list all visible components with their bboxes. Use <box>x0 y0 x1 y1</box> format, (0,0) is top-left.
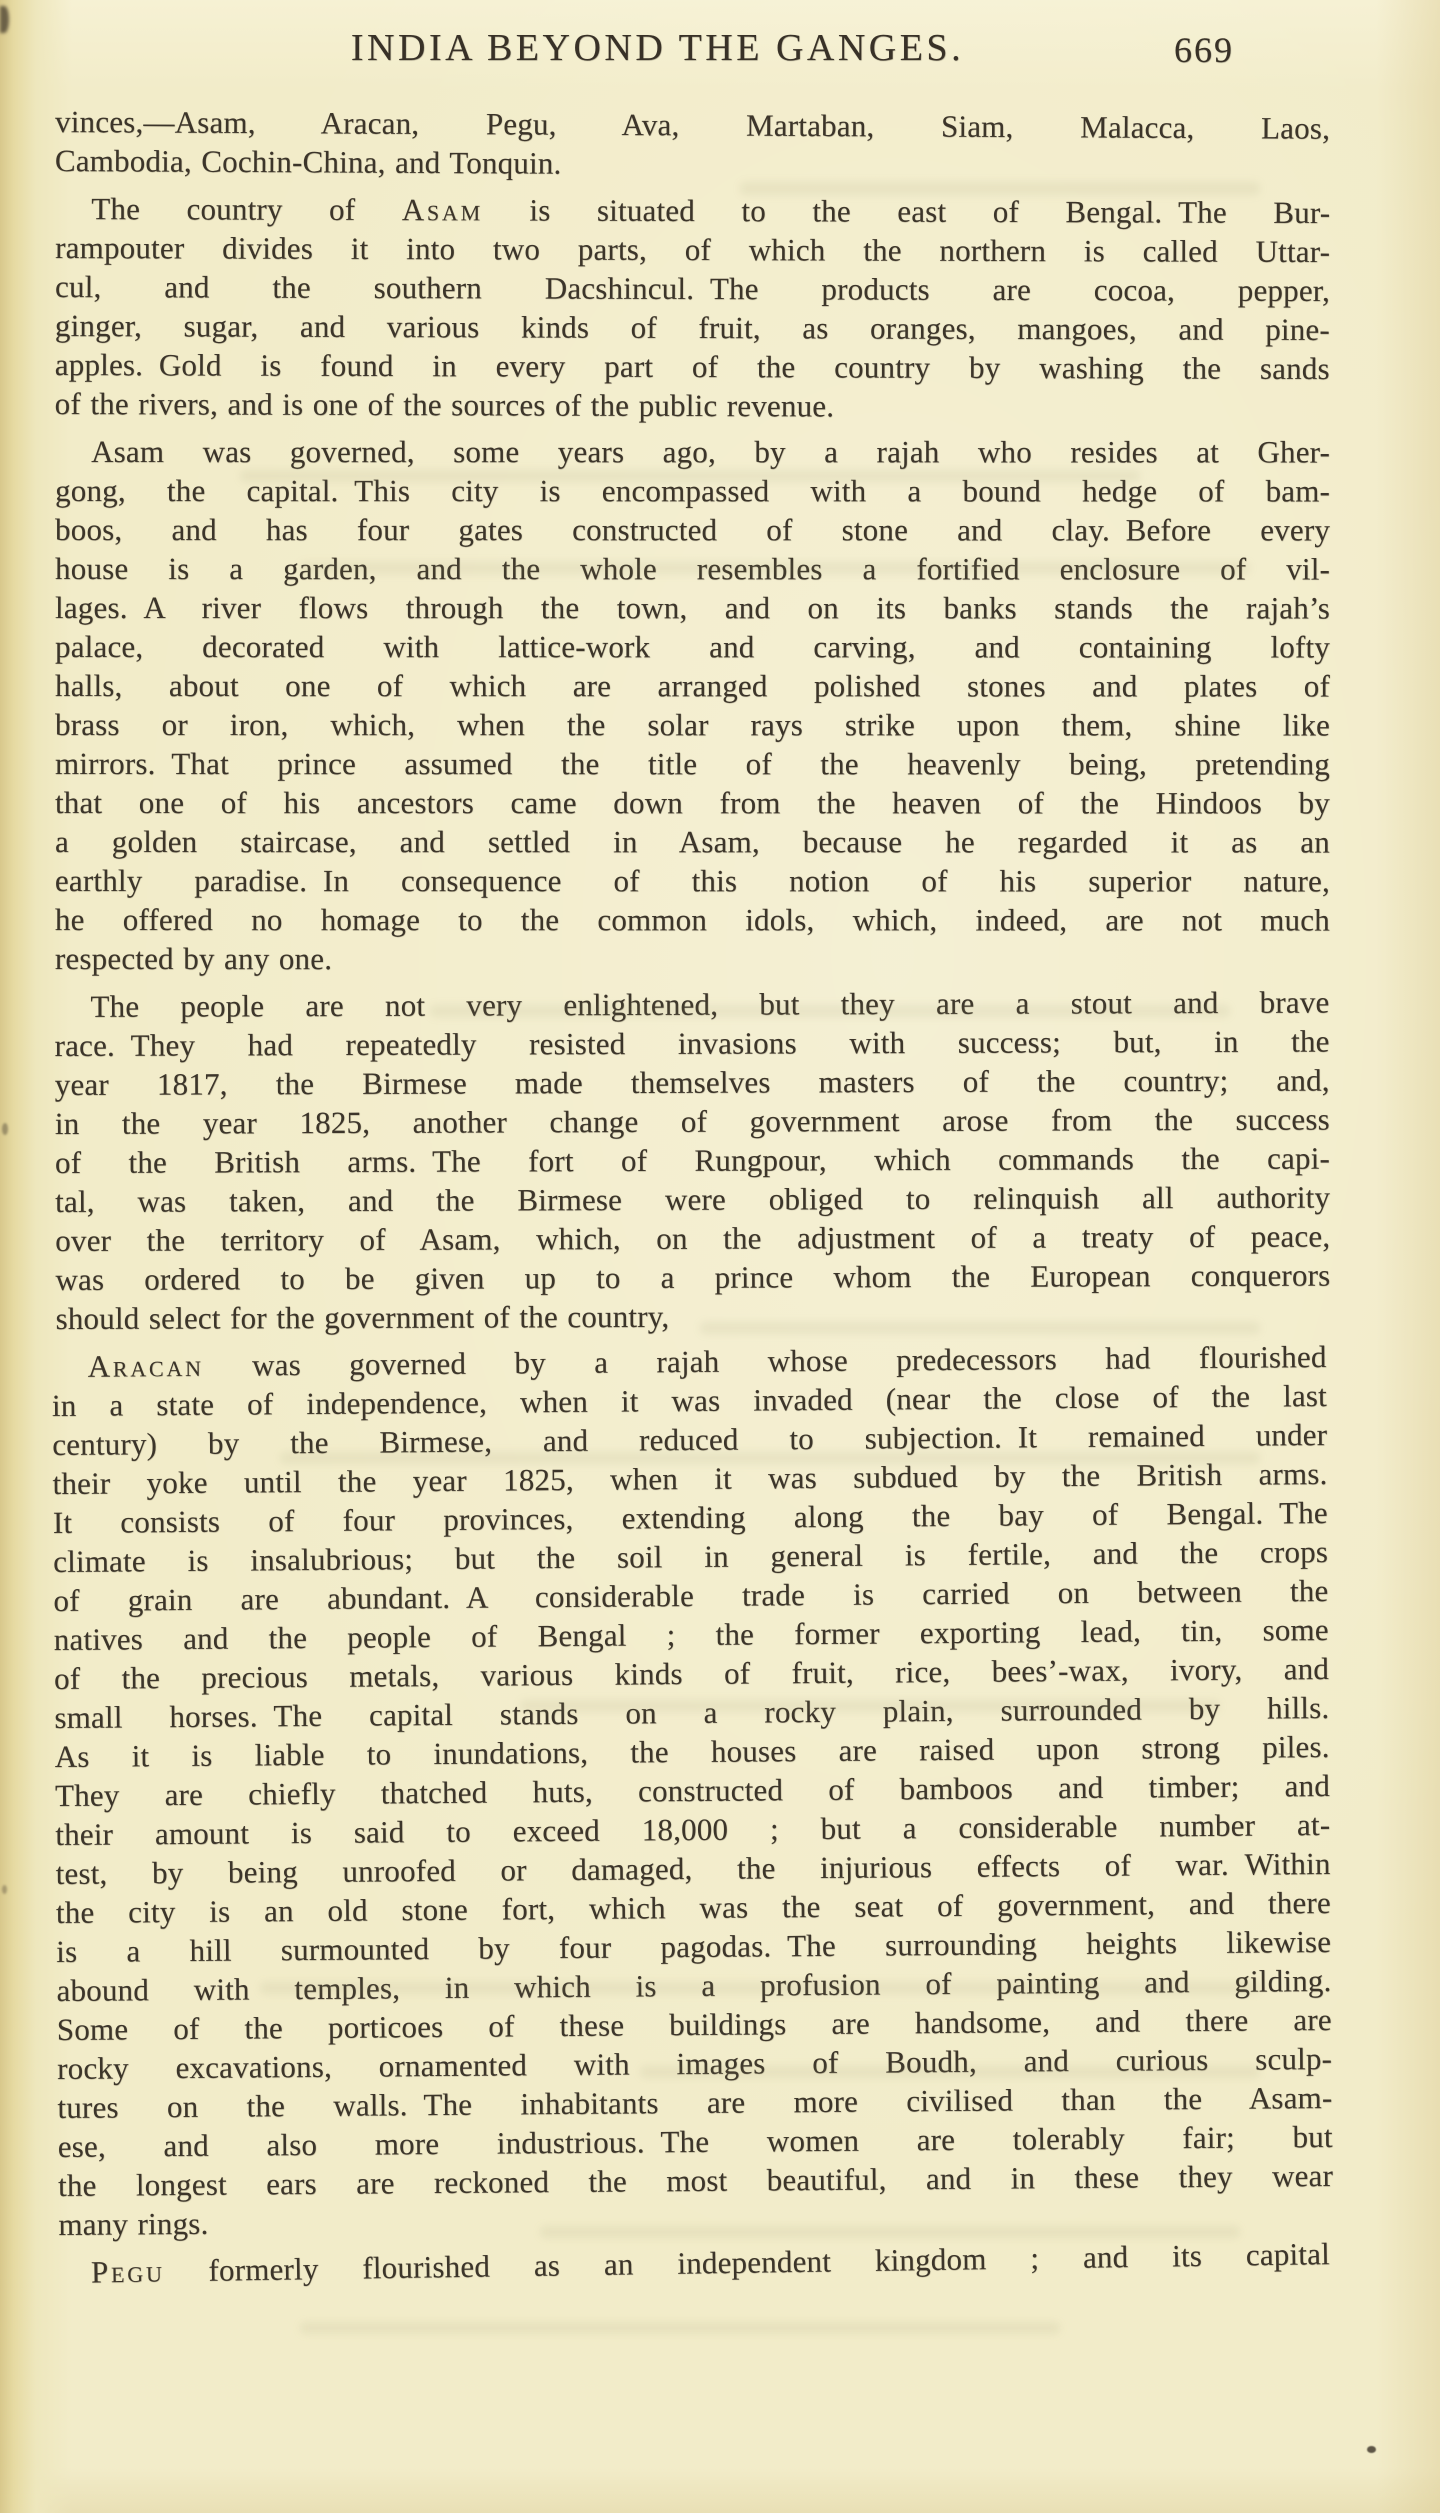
text-segment: race. They had repeatedly resisted invasions with success; but, in the <box>54 1023 1330 1064</box>
text-segment: their amount is said to exceed 18,000 ; but a considerable number at- <box>55 1806 1331 1852</box>
page-header <box>55 26 1330 82</box>
text-line <box>55 744 1330 783</box>
text-line <box>55 549 1330 588</box>
text-segment: cul, and the southern Dacshincul. The products are cocoa, pepper, <box>55 269 1331 309</box>
text-segment: is situated to the east of Bengal. The Bur- <box>482 192 1331 231</box>
text-segment: of grain are abundant. A considerable trade is carried on between the <box>53 1572 1329 1619</box>
text-line <box>55 141 1330 187</box>
text-segment: rampouter divides it into two parts, of which the northern is called Uttar- <box>55 230 1331 270</box>
text-line <box>55 588 1330 627</box>
text-line <box>55 1256 1330 1299</box>
ink-speck <box>2 1123 8 1135</box>
text-segment: ese, and also more industrious. The women are tolerably fair; but <box>57 2118 1333 2164</box>
text-segment: mirrors. That prince assumed the title of the heavenly being, pretending <box>54 746 1330 782</box>
text-segment: natives and the people of Bengal ; the former exporting lead, tin, some <box>53 1611 1329 1658</box>
text-segment: of the precious metals, various kinds of fruit, rice, bees’-wax, ivory, and <box>53 1650 1330 1697</box>
text-segment: is a hill surmounted by four pagodas. The surrounding heights likewise <box>56 1923 1332 1969</box>
text-segment: was governed by a rajah whose predecessors had flourished <box>203 1339 1327 1383</box>
paragraph <box>54 983 1330 1338</box>
text-segment: boos, and has four gates constructed of stone and clay. Before every <box>55 512 1331 548</box>
text-segment: century) by the Birmese, and reduced to subjection. It remained under <box>52 1416 1328 1463</box>
text-segment: that one of his ancestors came down from the heaven of the Hindoos by <box>54 785 1330 821</box>
page-number: 669 <box>1174 30 1234 70</box>
text-line <box>55 471 1330 510</box>
text-segment: respected by any one. <box>54 941 333 977</box>
text-segment: ginger, sugar, and various kinds of fruit, as oranges, mangoes, and pine- <box>54 308 1330 348</box>
ink-speck <box>1367 2446 1376 2453</box>
text-line <box>55 267 1330 310</box>
text-line <box>55 189 1330 232</box>
text-segment: tal, was taken, and the Birmese were obliged to relinquish all authority <box>55 1179 1331 1219</box>
text-line <box>55 1022 1330 1065</box>
text-segment: tures on the walls. The inhabitants are more civilised than the Asam- <box>57 2079 1333 2125</box>
text-block <box>51 102 1334 2292</box>
text-segment: test, by being unroofed or damaged, the injurious effects of war. Within <box>55 1845 1331 1891</box>
text-segment: The people are not very enlightened, but they are a stout and brave <box>90 984 1330 1024</box>
text-segment: Some of the porticoes of these buildings are handsome, and there are <box>56 2001 1332 2047</box>
text-line <box>55 1139 1330 1182</box>
text-segment: over the territory of Asam, which, on the adjustment of a treaty of peace, <box>55 1218 1331 1258</box>
text-segment: Cambodia, Cochin-China, and Tonquin. <box>54 142 562 181</box>
text-line <box>55 306 1330 349</box>
text-segment: formerly flourished as an independent kingdom ; and its capital <box>164 2236 1331 2289</box>
text-segment: of the British arms. The fort of Rungpour, which commands the capi- <box>54 1140 1331 1180</box>
text-segment: As it is liable to inundations, the houses are raised upon strong piles. <box>54 1728 1330 1775</box>
text-line <box>55 510 1330 549</box>
paragraph <box>55 2234 1330 2292</box>
text-segment: in the year 1825, another change of government arose from the success <box>54 1101 1330 1142</box>
text-segment: house is a garden, and the whole resembles a fortified enclosure of vil- <box>55 551 1331 587</box>
text-line <box>55 900 1330 939</box>
text-segment: It consists of four provinces, extending along the bay of Bengal. The <box>52 1494 1328 1541</box>
text-segment: their yoke until the year 1825, when it was subdued by the British arms. <box>52 1455 1328 1502</box>
running-title: INDIA BEYOND THE GANGES. <box>350 27 965 69</box>
text-segment: of the rivers, and is one of the sources of the public revenue. <box>54 385 835 424</box>
text-line <box>55 1100 1330 1143</box>
text-segment: climate is insalubrious; but the soil in general is fertile, and the crops <box>53 1533 1329 1580</box>
text-segment: should select for the government of the country, <box>55 1298 670 1336</box>
text-segment: earthly paradise. In consequence of this notion of his superior nature, <box>54 863 1330 899</box>
text-line <box>55 1295 1330 1338</box>
page-edge-shadow <box>0 6 9 33</box>
text-segment: Asam was governed, some years ago, by a rajah who resides at Gher- <box>91 434 1331 470</box>
text-line <box>55 705 1330 744</box>
text-line <box>55 102 1330 148</box>
text-segment: in a state of independence, when it was invaded (near the close of the last <box>51 1377 1328 1424</box>
text-segment: rocky excavations, ornamented with images of Boudh, and curious sculp- <box>57 2040 1333 2086</box>
text-segment: he offered no homage to the common idols, which, indeed, are not much <box>54 902 1330 938</box>
text-segment: year 1817, the Birmese made themselves masters of the country; and, <box>54 1062 1330 1103</box>
text-segment: was ordered to be given up to a prince whom the European conquerors <box>55 1257 1331 1297</box>
text-segment: vinces,—Asam, Aracan, Pegu, Ava, Martaban, Siam, Malacca, Laos, <box>55 104 1331 146</box>
small-caps-name: Aracan <box>87 1347 204 1384</box>
text-segment: lages. A river flows through the town, and on its banks stands the rajah’s <box>55 590 1331 626</box>
text-line <box>55 384 1330 427</box>
text-line <box>55 861 1330 900</box>
paragraph <box>55 432 1330 978</box>
text-line <box>55 939 1330 978</box>
small-caps-name: Asam <box>401 192 484 228</box>
text-segment: They are chiefly thatched huts, constructed of bamboos and timber; and <box>54 1767 1331 1813</box>
text-segment: halls, about one of which are arranged polished stones and plates of <box>55 668 1331 704</box>
text-line <box>54 983 1329 1026</box>
text-line <box>55 822 1330 861</box>
text-line <box>55 666 1330 705</box>
text-segment: abound with temples, in which is a profusion of painting and gilding. <box>56 1962 1332 2008</box>
text-line <box>55 1178 1330 1221</box>
text-segment: many rings. <box>58 2205 209 2242</box>
text-line <box>55 783 1330 822</box>
show-through-mark <box>300 2322 1060 2334</box>
paragraph <box>51 1337 1333 2244</box>
text-line <box>55 627 1330 666</box>
text-line <box>55 228 1330 271</box>
text-line <box>55 1061 1330 1104</box>
text-segment: a golden staircase, and settled in Asam, because he regarded it as an <box>54 824 1330 860</box>
text-line <box>55 432 1330 471</box>
text-segment: gong, the capital. This city is encompassed with a bound hedge of bam- <box>55 473 1331 509</box>
paragraph <box>55 189 1331 427</box>
ink-speck <box>2 1885 7 1894</box>
text-segment: apples. Gold is found in every part of the country by washing the sands <box>54 346 1330 387</box>
small-caps-name: Pegu <box>90 2253 165 2290</box>
text-segment: brass or iron, which, when the solar rays strike upon them, shine like <box>54 707 1330 743</box>
text-line <box>55 2234 1330 2292</box>
text-segment: the city is an old stone fort, which was the seat of government, and there <box>55 1884 1332 1930</box>
paragraph <box>55 102 1330 187</box>
text-segment: The country of <box>91 191 402 228</box>
text-segment: the longest ears are reckoned the most beautiful, and in these they wear <box>57 2157 1334 2203</box>
text-line <box>55 345 1330 388</box>
text-line <box>55 1217 1330 1260</box>
text-segment: palace, decorated with lattice-work and carving, and containing lofty <box>55 629 1331 665</box>
text-segment: small horses. The capital stands on a rocky plain, surrounded by hills. <box>54 1689 1330 1736</box>
